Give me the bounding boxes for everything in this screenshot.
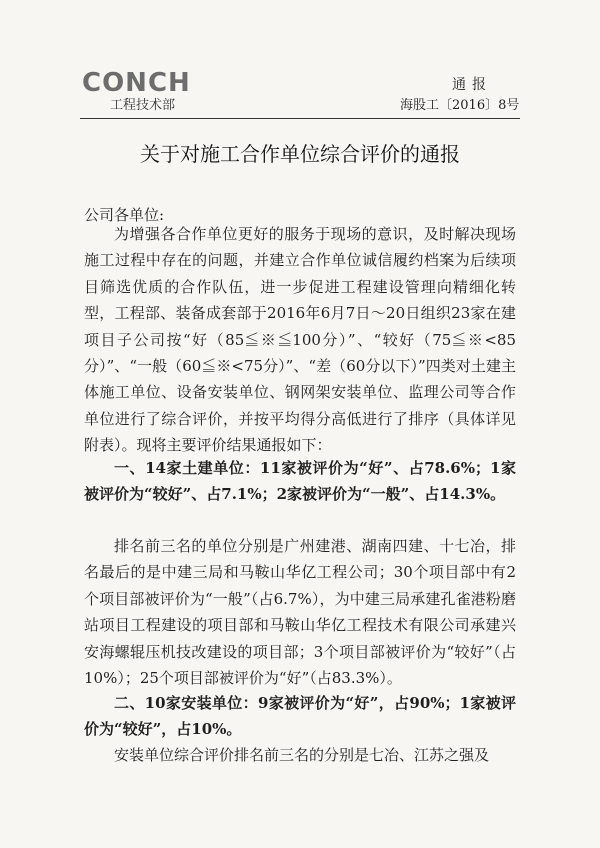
company-logo: CONCH	[82, 68, 191, 98]
civil-detail-paragraph	[84, 533, 516, 691]
install-detail-paragraph	[84, 742, 516, 768]
install-summary-text: 二、10家安装单位：9家被评价为“好”，占90%；1家被评价为“较好”，占10%。	[84, 694, 516, 739]
bulletin-type: 通报	[452, 77, 492, 93]
intro-text: 为增强各合作单位更好的服务于现场的意识，及时解决现场施工过程中存在的问题，并建立合作单位诚信履约档案为后续项目筛选优质的合作队伍，进一步促进工程建设管理向精细化转型，工程部、装备成套部于2016年6月7日～20日组织23家在建项目子公司按“好（85≦※≦100分）”、“较好（75≦※<85分）”、“一般（60≦※<75分）”、“差（60分以下）”四类对土建主体施工单位、设备安装单位、钢网架安装单位、监理公司等合作单位进行了综合评价，并按平均得分高低进行了排序（具体详见附表）。现将主要评价结果通报如下：	[84, 225, 516, 455]
intro-paragraph	[84, 221, 516, 459]
document-title: 关于对施工合作单位综合评价的通报	[140, 142, 460, 166]
header-divider	[80, 118, 520, 119]
salutation: 公司各单位:	[84, 206, 165, 224]
department-name: 工程技术部	[110, 98, 176, 113]
civil-summary-text: 一、14家土建单位：11家被评价为“好”、占78.6%；1家被评价为“较好”、占7.1%；2家被评价为“一般”、占14.3%。	[84, 459, 516, 504]
civil-detail-text: 排名前三名的单位分别是广州建港、湖南四建、十七冶，排名最后的是中建三局和马鞍山华亿工程公司；30个项目部中有2个项目部被评价为“一般”（占6.7%），为中建三局承建孔雀港粉磨站项目工程建设的项目部和马鞍山华亿工程技术有限公司承建兴安海螺辊压机技改建设的项目部；3个项目部被评价为“较好”（占10%）；25个项目部被评价为“好”（占83.3%）。	[84, 537, 516, 688]
install-summary-paragraph	[84, 690, 516, 743]
install-detail-text: 安装单位综合评价排名前三名的分别是七冶、江苏之强及	[114, 746, 490, 764]
civil-summary-paragraph	[84, 455, 516, 508]
document-number: 海股工〔2016〕8号	[400, 98, 520, 113]
